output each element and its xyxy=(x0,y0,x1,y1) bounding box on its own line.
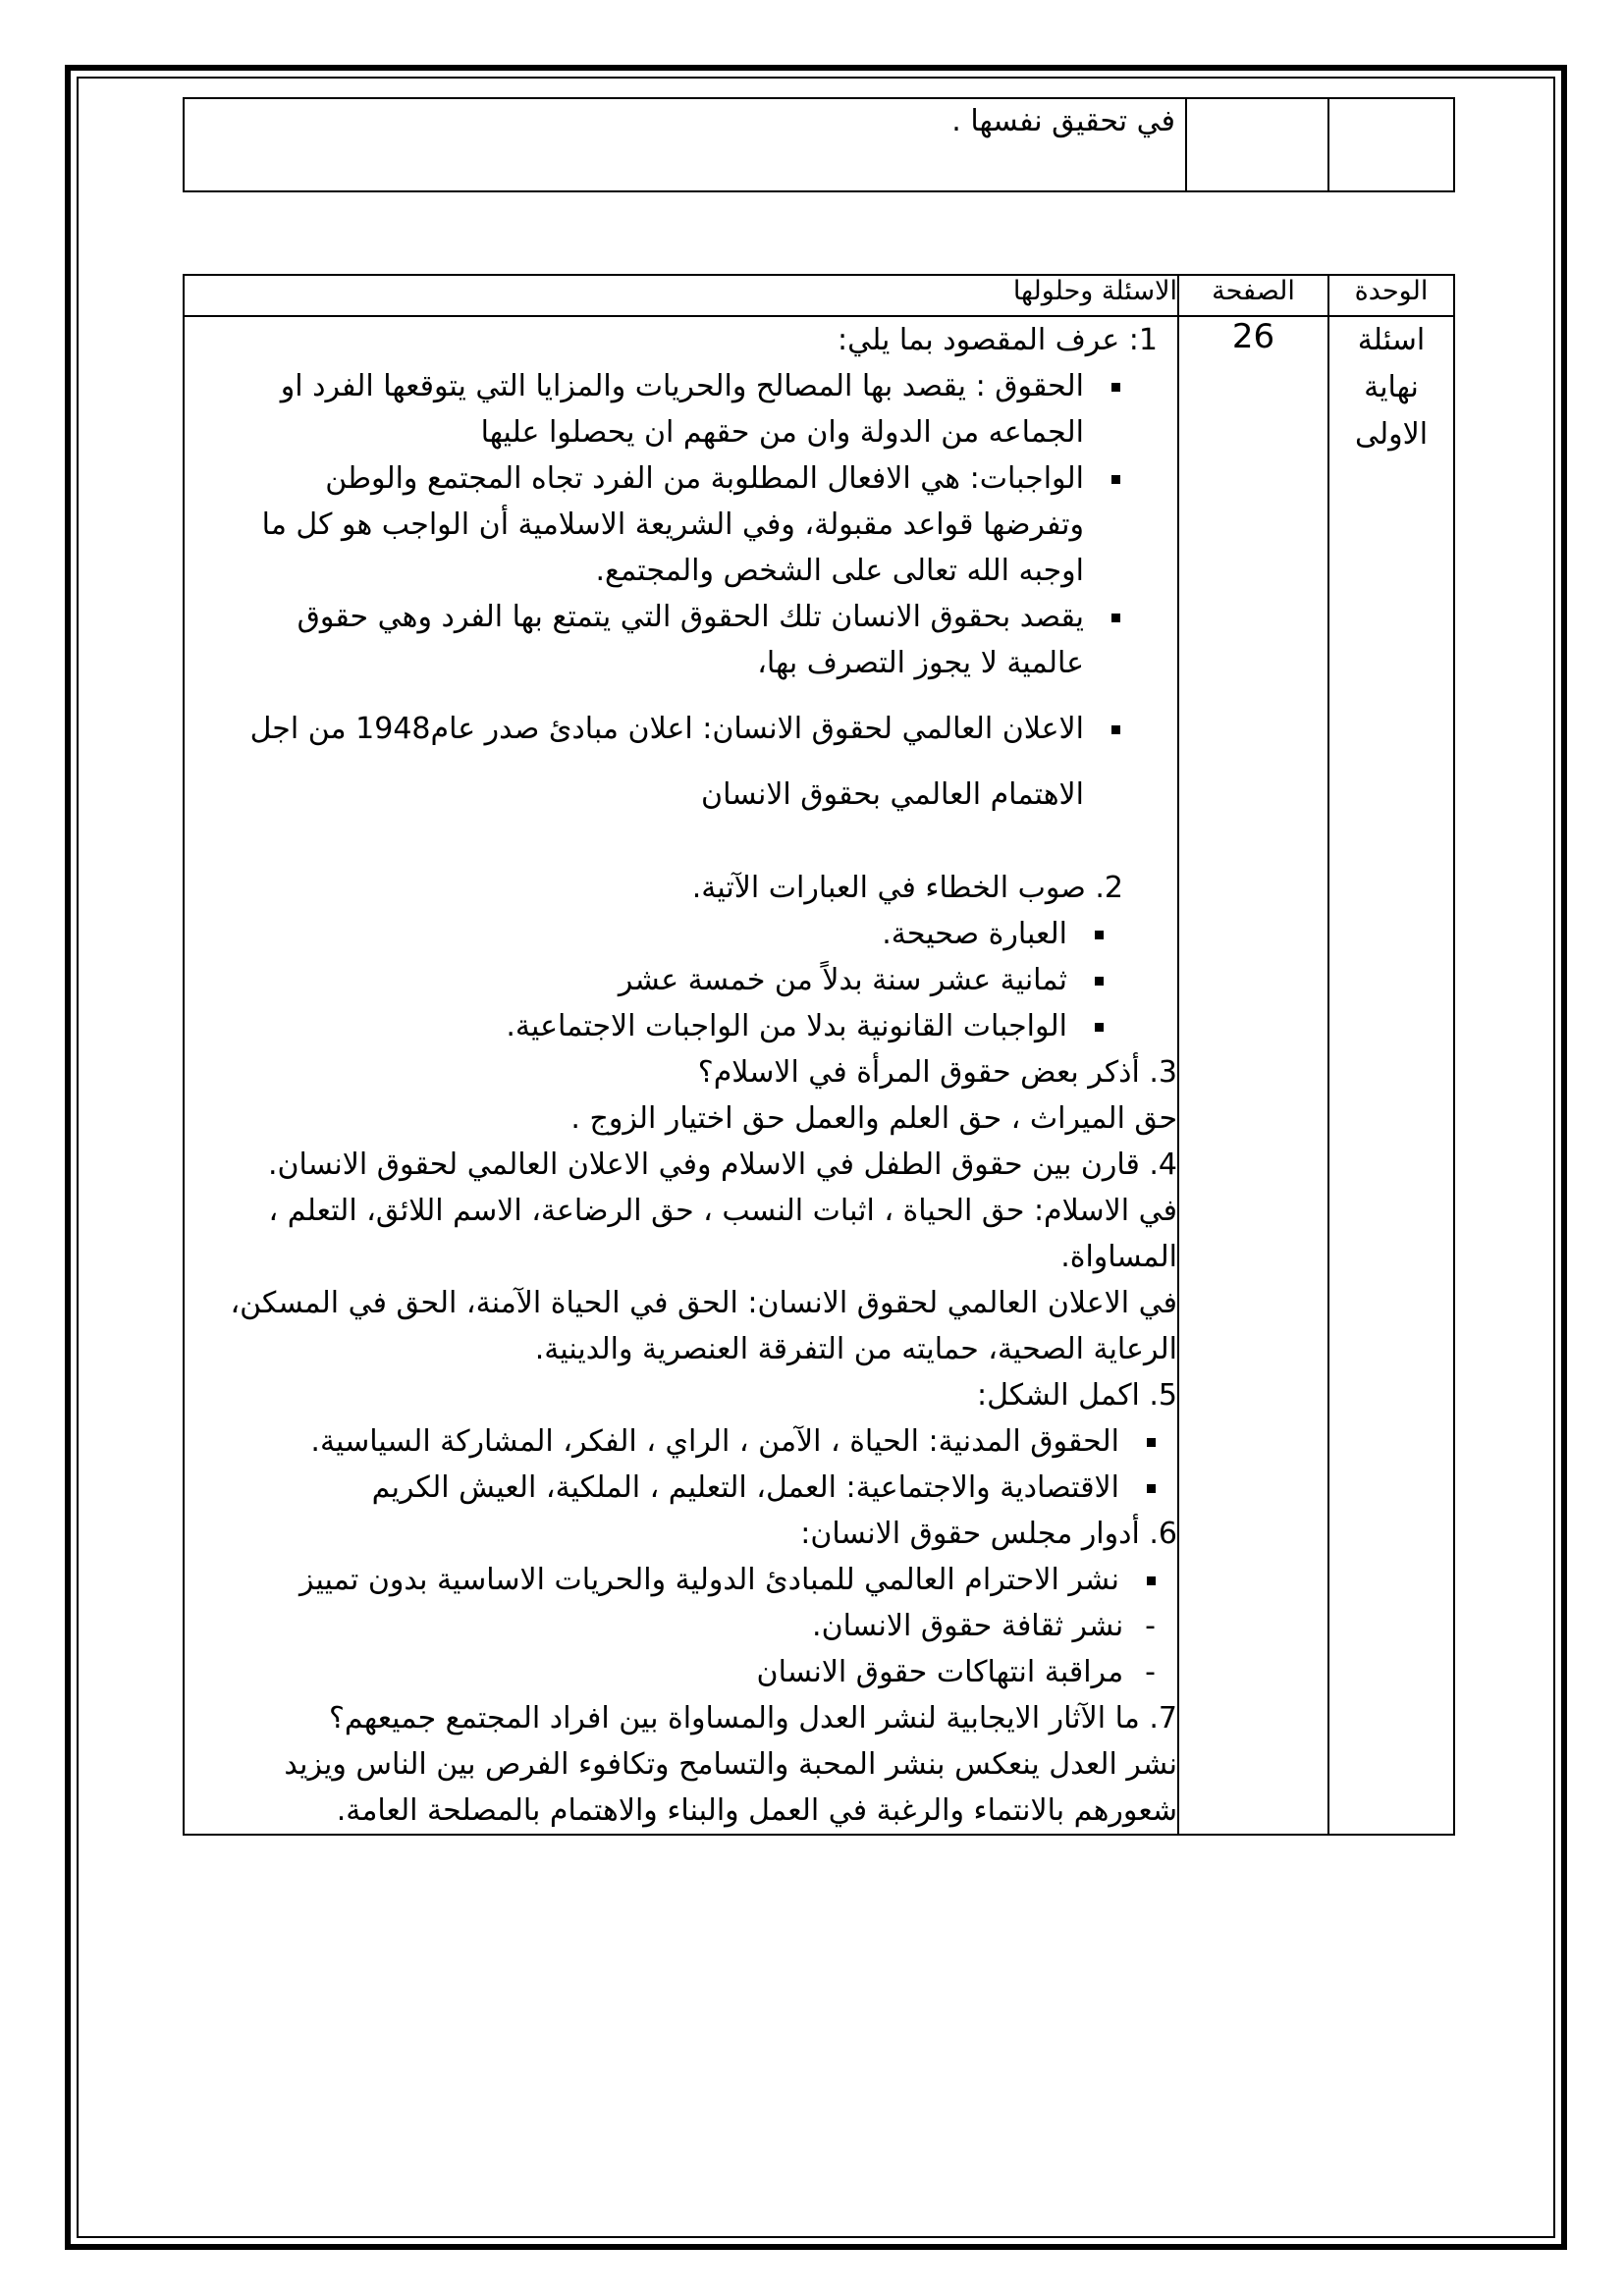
list-item: الواجبات القانونية بدلا من الواجبات الاجتماعية. xyxy=(185,1003,1177,1049)
header-page: الصفحة xyxy=(1178,275,1328,316)
answer-text: شعورهم بالانتماء والرغبة في العمل والبناء والاهتمام بالمصلحة العامة. xyxy=(336,1793,1177,1828)
unit-cell-empty xyxy=(1328,98,1454,191)
answer-text: في الاعلان العالمي لحقوق الانسان: الحق في الحياة الآمنة، الحق في المسكن، xyxy=(230,1286,1177,1320)
page-number-cell xyxy=(1178,316,1328,1835)
list-item: الاعلان العالمي لحقوق الانسان: اعلان مبادئ صدر عام1948 من اجل xyxy=(185,706,1177,752)
bullet-icon xyxy=(1095,931,1104,939)
question-7-title: 7. ما الآثار الايجابية لنشر العدل والمساواة بين افراد المجتمع جميعهم؟ xyxy=(328,1701,1177,1735)
list-item: -نشر ثقافة حقوق الانسان. xyxy=(185,1603,1177,1649)
bullet-icon xyxy=(1147,1438,1156,1447)
header-questions: الاسئلة وحلولها xyxy=(184,275,1178,316)
answer-text: نشر العدل ينعكس بنشر المحبة والتسامح وتكافوء الفرص بين الناس ويزيد xyxy=(284,1747,1177,1782)
dash-icon: - xyxy=(1145,1609,1156,1643)
list-item-continuation: عالمية لا يجوز التصرف بها، xyxy=(757,646,1084,680)
list-item-continuation: اوجبه الله تعالى على الشخص والمجتمع. xyxy=(595,554,1084,588)
list-item: الاقتصادية والاجتماعية: العمل، التعليم ، الملكية، العيش الكريم xyxy=(185,1465,1177,1511)
question-4-title: 4. قارن بين حقوق الطفل في الاسلام وفي الاعلان العالمي لحقوق الانسان. xyxy=(267,1148,1177,1182)
list-item: الحقوق : يقصد بها المصالح والحريات والمزايا التي يتوقعها الفرد او xyxy=(185,363,1177,409)
list-item: نشر الاحترام العالمي للمبادئ الدولية والحريات الاساسية بدون تمييز xyxy=(185,1557,1177,1603)
answer-text: المساواة. xyxy=(1060,1240,1177,1274)
unit-cell xyxy=(1328,316,1454,1835)
question-6-title: 6. أدوار مجلس حقوق الانسان: xyxy=(800,1517,1177,1551)
page-number: 26 xyxy=(1231,317,1275,356)
list-item: العبارة صحيحة. xyxy=(185,911,1177,957)
unit-line: اسئلة xyxy=(1357,323,1426,357)
page-cell-empty xyxy=(1186,98,1328,191)
qa-table xyxy=(183,274,1455,1836)
table-header-row xyxy=(184,275,1454,316)
list-item-continuation: الجماعه من الدولة وان من حقهم ان يحصلوا عليها xyxy=(480,415,1084,450)
question-2-title: 2. صوب الخطاء في العبارات الآتية. xyxy=(691,871,1123,905)
continuation-table xyxy=(183,97,1455,192)
bullet-icon xyxy=(1111,614,1120,622)
answer-text: حق الميراث ، حق العلم والعمل حق اختيار الزوج . xyxy=(570,1101,1177,1136)
list-item: يقصد بحقوق الانسان تلك الحقوق التي يتمتع بها الفرد وهي حقوق xyxy=(185,594,1177,640)
list-item-continuation: وتفرضها قواعد مقبولة، وفي الشريعة الاسلامية أن الواجب هو كل ما xyxy=(261,507,1084,542)
question-1-title: 1: عرف المقصود بما يلي: xyxy=(838,323,1158,357)
table-row xyxy=(184,316,1454,1835)
bullet-icon xyxy=(1111,383,1120,392)
list-item-continuation: الاهتمام العالمي بحقوق الانسان xyxy=(701,777,1084,812)
question-5-title: 5. اكمل الشكل: xyxy=(976,1378,1177,1413)
question-3-title: 3. أذكر بعض حقوق المرأة في الاسلام؟ xyxy=(697,1055,1177,1090)
answer-text: الرعاية الصحية، حمايته من التفرقة العنصرية والدينية. xyxy=(534,1332,1177,1366)
answer-text: في الاسلام: حق الحياة ، اثبات النسب ، حق الرضاعة، الاسم اللائق، التعلم ، xyxy=(268,1194,1177,1228)
bullet-icon xyxy=(1111,475,1120,484)
list-item: ثمانية عشر سنة بدلاً من خمسة عشر xyxy=(185,957,1177,1003)
header-unit: الوحدة xyxy=(1328,275,1454,316)
unit-line: الاولى xyxy=(1354,417,1429,452)
continuation-text: في تحقيق نفسها . xyxy=(951,104,1175,138)
dash-icon: - xyxy=(1145,1655,1156,1689)
bullet-icon xyxy=(1095,1023,1104,1032)
unit-line: نهاية xyxy=(1364,370,1419,404)
list-item: الواجبات: هي الافعال المطلوبة من الفرد تجاه المجتمع والوطن xyxy=(185,455,1177,502)
bullet-icon xyxy=(1147,1484,1156,1493)
bullet-icon xyxy=(1111,725,1120,734)
continuation-text-cell xyxy=(184,98,1186,191)
bullet-icon xyxy=(1095,977,1104,986)
bullet-icon xyxy=(1147,1576,1156,1585)
list-item: -مراقبة انتهاكات حقوق الانسان xyxy=(185,1649,1177,1695)
list-item: الحقوق المدنية: الحياة ، الآمن ، الراي ، الفكر، المشاركة السياسية. xyxy=(185,1418,1177,1465)
qa-content xyxy=(184,316,1178,1835)
